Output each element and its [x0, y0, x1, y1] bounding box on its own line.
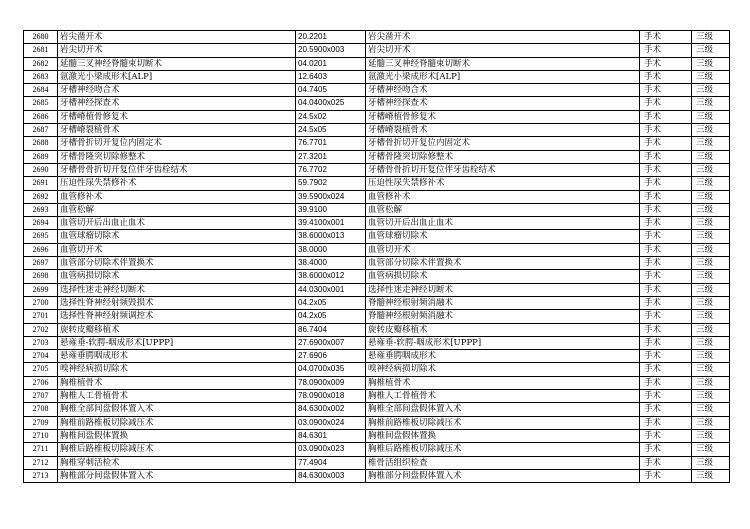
row-number-cell: 2688	[24, 137, 58, 150]
procedure-code-cell: 04.0201	[296, 57, 366, 70]
standard-name-cell: 血管切开后出血止血术	[366, 217, 640, 230]
row-number-cell: 2680	[24, 31, 58, 44]
procedure-name-cell: 血管切开术	[58, 243, 296, 256]
table-row	[24, 217, 730, 230]
procedure-code-cell: 20.5900x003	[296, 44, 366, 57]
row-number-cell: 2704	[24, 350, 58, 363]
table-row	[24, 44, 730, 57]
procedure-code-cell: 27.6900x007	[296, 336, 366, 349]
standard-name-cell: 胸椎人工骨植骨术	[366, 390, 640, 403]
procedure-code-cell: 77.4904	[296, 456, 366, 469]
row-number-cell: 2693	[24, 203, 58, 216]
procedure-code-cell: 84.6300x003	[296, 469, 366, 482]
standard-name-cell: 胸椎前路椎板切除减压术	[366, 416, 640, 429]
row-number-cell: 2695	[24, 230, 58, 243]
row-number-cell: 2705	[24, 363, 58, 376]
procedure-name-cell: 牙槽嵴裂植骨术	[58, 124, 296, 137]
table-row	[24, 283, 730, 296]
procedure-code-cell: 27.6906	[296, 350, 366, 363]
table-row	[24, 416, 730, 429]
row-number-cell: 2710	[24, 429, 58, 442]
grade-level-cell: 三级	[692, 163, 730, 176]
row-number-cell: 2685	[24, 97, 58, 110]
procedure-code-cell: 24.5x05	[296, 124, 366, 137]
procedure-name-cell: 选择性脊神经射频调控术	[58, 310, 296, 323]
standard-name-cell: 胸椎间盘假体置换	[366, 429, 640, 442]
grade-level-cell: 三级	[692, 243, 730, 256]
row-number-cell: 2681	[24, 44, 58, 57]
grade-level-cell: 三级	[692, 190, 730, 203]
grade-level-cell: 三级	[692, 57, 730, 70]
standard-name-cell: 岩尖切开术	[366, 44, 640, 57]
table-row	[24, 190, 730, 203]
row-number-cell: 2692	[24, 190, 58, 203]
row-number-cell: 2684	[24, 84, 58, 97]
standard-name-cell: 延髓三叉神经脊髓束切断术	[366, 57, 640, 70]
procedure-name-cell: 牙槽骨折切开复位内固定术	[58, 137, 296, 150]
standard-name-cell: 血管部分切除术伴置换术	[366, 257, 640, 270]
procedure-type-cell: 手术	[640, 363, 692, 376]
procedure-name-cell: 岩尖凿开术	[58, 31, 296, 44]
grade-level-cell: 三级	[692, 270, 730, 283]
procedure-code-cell: 04.0700x035	[296, 363, 366, 376]
procedure-type-cell: 手术	[640, 137, 692, 150]
grade-level-cell: 三级	[692, 70, 730, 83]
procedure-type-cell: 手术	[640, 44, 692, 57]
procedure-code-cell: 76.7701	[296, 137, 366, 150]
procedure-type-cell: 手术	[640, 257, 692, 270]
procedure-code-cell: 38.6000x012	[296, 270, 366, 283]
row-number-cell: 2697	[24, 257, 58, 270]
procedure-code-cell: 84.6301	[296, 429, 366, 442]
standard-name-cell: 旋转皮瓣移植术	[366, 323, 640, 336]
row-number-cell: 2682	[24, 57, 58, 70]
standard-name-cell: 牙槽嵴裂植骨术	[366, 124, 640, 137]
table-row	[24, 296, 730, 309]
procedure-type-cell: 手术	[640, 97, 692, 110]
standard-name-cell: 牙槽神经吻合术	[366, 84, 640, 97]
procedure-type-cell: 手术	[640, 416, 692, 429]
standard-name-cell: 牙槽骨折切开复位内固定术	[366, 137, 640, 150]
standard-name-cell: 胸椎后路椎板切除减压术	[366, 443, 640, 456]
grade-level-cell: 三级	[692, 310, 730, 323]
procedure-type-cell: 手术	[640, 456, 692, 469]
row-number-cell: 2687	[24, 124, 58, 137]
standard-name-cell: 牙槽嵴植骨修复术	[366, 110, 640, 123]
procedure-type-cell: 手术	[640, 84, 692, 97]
table-row	[24, 230, 730, 243]
procedure-type-cell: 手术	[640, 336, 692, 349]
row-number-cell: 2706	[24, 376, 58, 389]
table-row	[24, 403, 730, 416]
row-number-cell: 2711	[24, 443, 58, 456]
standard-name-cell: 悬雍垂-软腭-咽成形术[UPPP]	[366, 336, 640, 349]
standard-name-cell: 压迫性尿失禁修补术	[366, 177, 640, 190]
procedure-type-cell: 手术	[640, 390, 692, 403]
grade-level-cell: 三级	[692, 350, 730, 363]
table-row	[24, 429, 730, 442]
grade-level-cell: 三级	[692, 257, 730, 270]
procedure-name-cell: 氩激光小梁成形术[ALP]	[58, 70, 296, 83]
grade-level-cell: 三级	[692, 429, 730, 442]
procedure-name-cell: 血管切开后出血止血术	[58, 217, 296, 230]
row-number-cell: 2713	[24, 469, 58, 482]
procedure-code-cell: 39.4100x001	[296, 217, 366, 230]
grade-level-cell: 三级	[692, 443, 730, 456]
grade-level-cell: 三级	[692, 84, 730, 97]
grade-level-cell: 三级	[692, 110, 730, 123]
standard-name-cell: 血管松解	[366, 203, 640, 216]
procedure-type-cell: 手术	[640, 57, 692, 70]
grade-level-cell: 三级	[692, 177, 730, 190]
procedure-name-cell: 血管松解	[58, 203, 296, 216]
procedure-type-cell: 手术	[640, 296, 692, 309]
grade-level-cell: 三级	[692, 97, 730, 110]
procedure-name-cell: 旋转皮瓣移植术	[58, 323, 296, 336]
procedure-name-cell: 悬雍垂-软腭-咽成形术[UPPP]	[58, 336, 296, 349]
table-row	[24, 456, 730, 469]
grade-level-cell: 三级	[692, 44, 730, 57]
grade-level-cell: 三级	[692, 363, 730, 376]
grade-level-cell: 三级	[692, 416, 730, 429]
procedure-type-cell: 手术	[640, 323, 692, 336]
procedure-name-cell: 选择性脊神经射频毁损术	[58, 296, 296, 309]
grade-level-cell: 三级	[692, 217, 730, 230]
grade-level-cell: 三级	[692, 323, 730, 336]
procedure-type-cell: 手术	[640, 110, 692, 123]
table-row	[24, 390, 730, 403]
grade-level-cell: 三级	[692, 336, 730, 349]
procedure-name-cell: 选择性迷走神经切断术	[58, 283, 296, 296]
procedure-name-cell: 胸椎穿刺活检术	[58, 456, 296, 469]
row-number-cell: 2690	[24, 163, 58, 176]
grade-level-cell: 三级	[692, 390, 730, 403]
procedure-type-cell: 手术	[640, 31, 692, 44]
procedure-code-cell: 03.0900x023	[296, 443, 366, 456]
procedure-code-cell: 44.0300x001	[296, 283, 366, 296]
procedure-name-cell: 延髓三叉神经脊髓束切断术	[58, 57, 296, 70]
row-number-cell: 2701	[24, 310, 58, 323]
table-row	[24, 243, 730, 256]
row-number-cell: 2707	[24, 390, 58, 403]
grade-level-cell: 三级	[692, 203, 730, 216]
procedure-name-cell: 血管球瘤切除术	[58, 230, 296, 243]
procedure-name-cell: 嗅神经病损切除术	[58, 363, 296, 376]
procedure-name-cell: 牙槽骨骨折切开复位伴牙齿栓结术	[58, 163, 296, 176]
procedure-type-cell: 手术	[640, 163, 692, 176]
procedure-code-cell: 38.6000x013	[296, 230, 366, 243]
procedure-type-cell: 手术	[640, 230, 692, 243]
grade-level-cell: 三级	[692, 150, 730, 163]
standard-name-cell: 血管球瘤切除术	[366, 230, 640, 243]
grade-level-cell: 三级	[692, 376, 730, 389]
table-row	[24, 350, 730, 363]
table-row	[24, 270, 730, 283]
procedure-type-cell: 手术	[640, 350, 692, 363]
procedure-name-cell: 岩尖切开术	[58, 44, 296, 57]
procedure-type-cell: 手术	[640, 443, 692, 456]
table-row	[24, 31, 730, 44]
procedure-code-cell: 38.0000	[296, 243, 366, 256]
procedure-type-cell: 手术	[640, 403, 692, 416]
procedure-code-cell: 27.3201	[296, 150, 366, 163]
table-row	[24, 443, 730, 456]
procedure-code-cell: 04.2x05	[296, 310, 366, 323]
table-body	[24, 31, 730, 483]
grade-level-cell: 三级	[692, 403, 730, 416]
procedure-type-cell: 手术	[640, 310, 692, 323]
grade-level-cell: 三级	[692, 283, 730, 296]
procedure-code-cell: 59.7902	[296, 177, 366, 190]
table-row	[24, 97, 730, 110]
procedure-type-cell: 手术	[640, 283, 692, 296]
row-number-cell: 2699	[24, 283, 58, 296]
procedure-code-cell: 78.0900x009	[296, 376, 366, 389]
procedure-type-cell: 手术	[640, 150, 692, 163]
procedure-type-cell: 手术	[640, 190, 692, 203]
standard-name-cell: 胸椎植骨术	[366, 376, 640, 389]
row-number-cell: 2700	[24, 296, 58, 309]
procedure-name-cell: 悬雍垂腭咽成形术	[58, 350, 296, 363]
standard-name-cell: 岩尖凿开术	[366, 31, 640, 44]
table-row	[24, 310, 730, 323]
standard-name-cell: 椎骨活组织检查	[366, 456, 640, 469]
row-number-cell: 2689	[24, 150, 58, 163]
table-row	[24, 150, 730, 163]
row-number-cell: 2703	[24, 336, 58, 349]
procedure-code-cell: 39.9100	[296, 203, 366, 216]
procedure-name-cell: 牙槽神经探查术	[58, 97, 296, 110]
standard-name-cell: 嗅神经病损切除术	[366, 363, 640, 376]
standard-name-cell: 悬雍垂腭咽成形术	[366, 350, 640, 363]
standard-name-cell: 选择性迷走神经切断术	[366, 283, 640, 296]
row-number-cell: 2709	[24, 416, 58, 429]
standard-name-cell: 血管病损切除术	[366, 270, 640, 283]
procedure-code-cell: 76.7702	[296, 163, 366, 176]
procedure-type-cell: 手术	[640, 429, 692, 442]
standard-name-cell: 脊髓神经根射频消融术	[366, 310, 640, 323]
standard-name-cell: 胸椎全部间盘假体置入术	[366, 403, 640, 416]
procedure-name-cell: 牙槽骨隆突切除修整术	[58, 150, 296, 163]
procedure-code-cell: 04.7405	[296, 84, 366, 97]
procedure-code-cell: 84.6300x002	[296, 403, 366, 416]
procedure-code-cell: 86.7404	[296, 323, 366, 336]
standard-name-cell: 脊髓神经根射频消融术	[366, 296, 640, 309]
row-number-cell: 2708	[24, 403, 58, 416]
grade-level-cell: 三级	[692, 296, 730, 309]
procedure-code-cell: 20.2201	[296, 31, 366, 44]
standard-name-cell: 血管修补术	[366, 190, 640, 203]
row-number-cell: 2702	[24, 323, 58, 336]
table-row	[24, 257, 730, 270]
grade-level-cell: 三级	[692, 230, 730, 243]
procedure-name-cell: 血管部分切除术伴置换术	[58, 257, 296, 270]
standard-name-cell: 牙槽神经探查术	[366, 97, 640, 110]
standard-name-cell: 胸椎部分间盘假体置入术	[366, 469, 640, 482]
standard-name-cell: 氩激光小梁成形术[ALP]	[366, 70, 640, 83]
table-row	[24, 323, 730, 336]
row-number-cell: 2694	[24, 217, 58, 230]
row-number-cell: 2686	[24, 110, 58, 123]
standard-name-cell: 血管切开术	[366, 243, 640, 256]
procedure-code-cell: 78.0900x018	[296, 390, 366, 403]
table-row	[24, 124, 730, 137]
procedure-code-cell: 04.0400x025	[296, 97, 366, 110]
table-row	[24, 163, 730, 176]
table-row	[24, 336, 730, 349]
procedure-code-cell: 24.5x02	[296, 110, 366, 123]
table-row	[24, 70, 730, 83]
procedure-type-cell: 手术	[640, 270, 692, 283]
procedure-type-cell: 手术	[640, 469, 692, 482]
row-number-cell: 2683	[24, 70, 58, 83]
procedure-table	[23, 30, 730, 483]
procedure-type-cell: 手术	[640, 203, 692, 216]
procedure-code-cell: 04.2x05	[296, 296, 366, 309]
table-row	[24, 363, 730, 376]
grade-level-cell: 三级	[692, 456, 730, 469]
procedure-code-cell: 38.4000	[296, 257, 366, 270]
procedure-name-cell: 牙槽嵴植骨修复术	[58, 110, 296, 123]
grade-level-cell: 三级	[692, 31, 730, 44]
procedure-code-cell: 12.6403	[296, 70, 366, 83]
table-row	[24, 469, 730, 482]
row-number-cell: 2696	[24, 243, 58, 256]
procedure-type-cell: 手术	[640, 70, 692, 83]
grade-level-cell: 三级	[692, 137, 730, 150]
table-row	[24, 203, 730, 216]
procedure-name-cell: 胸椎全部间盘假体置入术	[58, 403, 296, 416]
table-row	[24, 110, 730, 123]
procedure-name-cell: 胸椎植骨术	[58, 376, 296, 389]
table-row	[24, 376, 730, 389]
table-row	[24, 137, 730, 150]
table-row	[24, 57, 730, 70]
procedure-name-cell: 胸椎后路椎板切除减压术	[58, 443, 296, 456]
procedure-type-cell: 手术	[640, 124, 692, 137]
table-row	[24, 177, 730, 190]
table-row	[24, 84, 730, 97]
procedure-name-cell: 胸椎人工骨植骨术	[58, 390, 296, 403]
procedure-type-cell: 手术	[640, 177, 692, 190]
grade-level-cell: 三级	[692, 124, 730, 137]
procedure-type-cell: 手术	[640, 243, 692, 256]
procedure-name-cell: 胸椎前路椎板切除减压术	[58, 416, 296, 429]
row-number-cell: 2698	[24, 270, 58, 283]
procedure-name-cell: 血管修补术	[58, 190, 296, 203]
procedure-name-cell: 牙槽神经吻合术	[58, 84, 296, 97]
procedure-name-cell: 胸椎部分间盘假体置入术	[58, 469, 296, 482]
procedure-code-cell: 03.0900x024	[296, 416, 366, 429]
procedure-type-cell: 手术	[640, 376, 692, 389]
procedure-name-cell: 胸椎间盘假体置换	[58, 429, 296, 442]
procedure-code-cell: 39.5900x024	[296, 190, 366, 203]
row-number-cell: 2691	[24, 177, 58, 190]
procedure-name-cell: 血管病损切除术	[58, 270, 296, 283]
standard-name-cell: 牙槽骨骨折切开复位伴牙齿栓结术	[366, 163, 640, 176]
standard-name-cell: 牙槽骨隆突切除修整术	[366, 150, 640, 163]
grade-level-cell: 三级	[692, 469, 730, 482]
procedure-type-cell: 手术	[640, 217, 692, 230]
row-number-cell: 2712	[24, 456, 58, 469]
procedure-name-cell: 压迫性尿失禁修补术	[58, 177, 296, 190]
